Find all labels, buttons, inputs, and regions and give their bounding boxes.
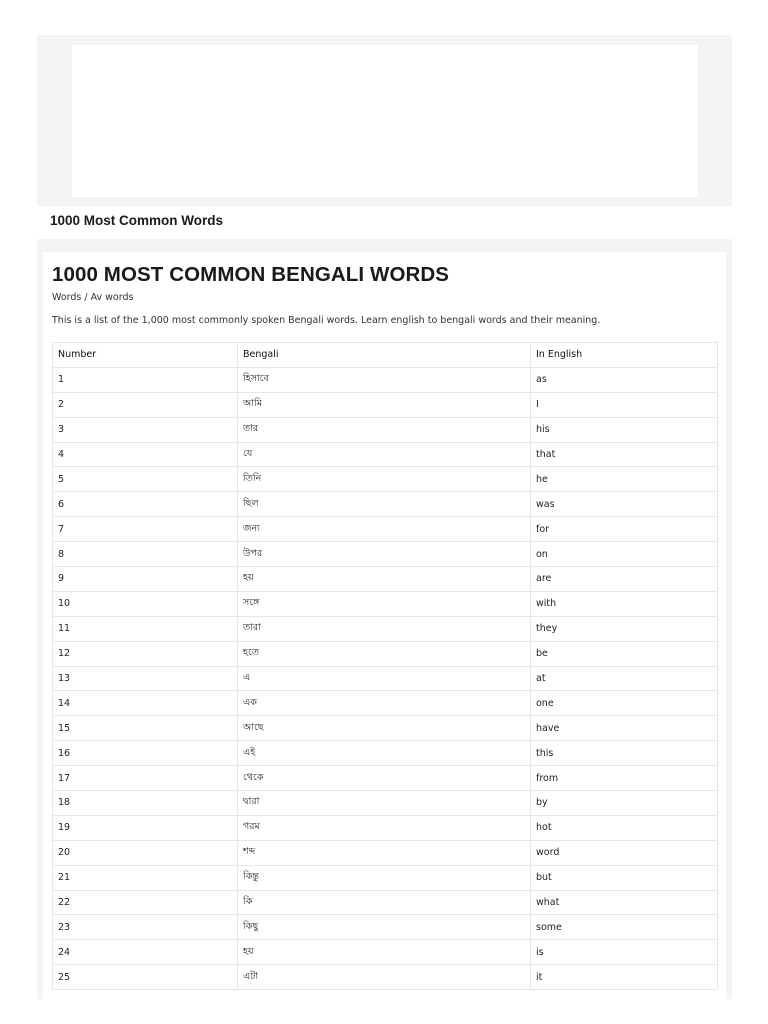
cell-english: some [531,915,718,940]
cell-english: his [531,417,718,442]
cell-english: it [531,965,718,990]
cell-english: one [531,691,718,716]
table-row [53,542,718,567]
cell-number: 1 [53,367,238,392]
cell-english: is [531,940,718,965]
intro-text: This is a list of the 1,000 most commonly spoken Bengali words. Learn english to bengali words and their meaning. [52,315,601,326]
table-row [53,591,718,616]
cell-bengali: হয় [238,567,531,592]
cell-bengali: যে [238,442,531,467]
table-row [53,965,718,990]
cell-bengali: ছিল [238,492,531,517]
advertisement-slot[interactable] [72,45,698,197]
cell-english: was [531,492,718,517]
cell-number: 24 [53,940,238,965]
cell-bengali: দ্বারা [238,791,531,816]
cell-number: 22 [53,890,238,915]
cell-number: 9 [53,567,238,592]
cell-number: 21 [53,865,238,890]
cell-bengali: হতে [238,641,531,666]
cell-english: this [531,741,718,766]
cell-english: by [531,791,718,816]
table-row [53,766,718,791]
cell-number: 15 [53,716,238,741]
cell-number: 13 [53,666,238,691]
cell-bengali: এ [238,666,531,691]
cell-number: 7 [53,517,238,542]
cell-english: that [531,442,718,467]
table-row [53,840,718,865]
page-title: 1000 MOST COMMON BENGALI WORDS [52,263,450,286]
cell-english: have [531,716,718,741]
table-row [53,517,718,542]
table-row [53,492,718,517]
cell-english: for [531,517,718,542]
cell-number: 25 [53,965,238,990]
table-row [53,940,718,965]
cell-bengali: এটা [238,965,531,990]
cell-bengali: কিছু [238,915,531,940]
table-body [53,367,718,989]
cell-english: as [531,367,718,392]
table-row [53,417,718,442]
cell-number: 3 [53,417,238,442]
table-row [53,915,718,940]
cell-english: at [531,666,718,691]
breadcrumb [52,292,133,303]
table-row [53,741,718,766]
cell-english: what [531,890,718,915]
cell-number: 12 [53,641,238,666]
cell-number: 14 [53,691,238,716]
cell-number: 18 [53,791,238,816]
cell-bengali: কিন্তু [238,865,531,890]
table-row [53,716,718,741]
table-row [53,467,718,492]
cell-bengali: আছে [238,716,531,741]
table-row [53,666,718,691]
cell-bengali: গরম [238,815,531,840]
cell-bengali: তারা [238,616,531,641]
cell-number: 19 [53,815,238,840]
cell-number: 17 [53,766,238,791]
cell-number: 4 [53,442,238,467]
cell-number: 8 [53,542,238,567]
table-row [53,567,718,592]
cell-bengali: কি [238,890,531,915]
cell-english: hot [531,815,718,840]
cell-bengali: এই [238,741,531,766]
cell-english: on [531,542,718,567]
cell-english: be [531,641,718,666]
cell-number: 20 [53,840,238,865]
advertisement-container [37,35,732,206]
table-row [53,442,718,467]
cell-english: I [531,392,718,417]
cell-english: word [531,840,718,865]
table-row [53,616,718,641]
cell-number: 23 [53,915,238,940]
cell-number: 16 [53,741,238,766]
words-table [52,342,718,990]
table-row [53,815,718,840]
cell-english: with [531,591,718,616]
table-row [53,865,718,890]
cell-english: from [531,766,718,791]
cell-number: 6 [53,492,238,517]
cell-bengali: শব্দ [238,840,531,865]
section-heading: 1000 Most Common Words [50,213,224,228]
breadcrumb-link-words[interactable]: Words [52,292,82,303]
cell-bengali: তার [238,417,531,442]
table-row [53,691,718,716]
cell-english: are [531,567,718,592]
cell-bengali: তিনি [238,467,531,492]
cell-bengali: উপর [238,542,531,567]
cell-number: 5 [53,467,238,492]
cell-bengali: সঙ্গে [238,591,531,616]
cell-english: they [531,616,718,641]
cell-number: 10 [53,591,238,616]
table-row [53,392,718,417]
cell-english: but [531,865,718,890]
table-row [53,890,718,915]
column-header-number: Number [53,343,238,368]
cell-bengali: এক [238,691,531,716]
cell-bengali: হিসাবে [238,367,531,392]
table-row [53,791,718,816]
cell-bengali: আমি [238,392,531,417]
breadcrumb-link-av-words[interactable]: Av words [90,292,134,303]
column-header-english: In English [531,343,718,368]
cell-number: 11 [53,616,238,641]
cell-number: 2 [53,392,238,417]
table-header-row [53,343,718,368]
cell-bengali: হয় [238,940,531,965]
cell-english: he [531,467,718,492]
cell-bengali: জন্য [238,517,531,542]
table-row [53,367,718,392]
column-header-bengali: Bengali [238,343,531,368]
breadcrumb-separator: / [84,292,88,303]
cell-bengali: থেকে [238,766,531,791]
table-row [53,641,718,666]
